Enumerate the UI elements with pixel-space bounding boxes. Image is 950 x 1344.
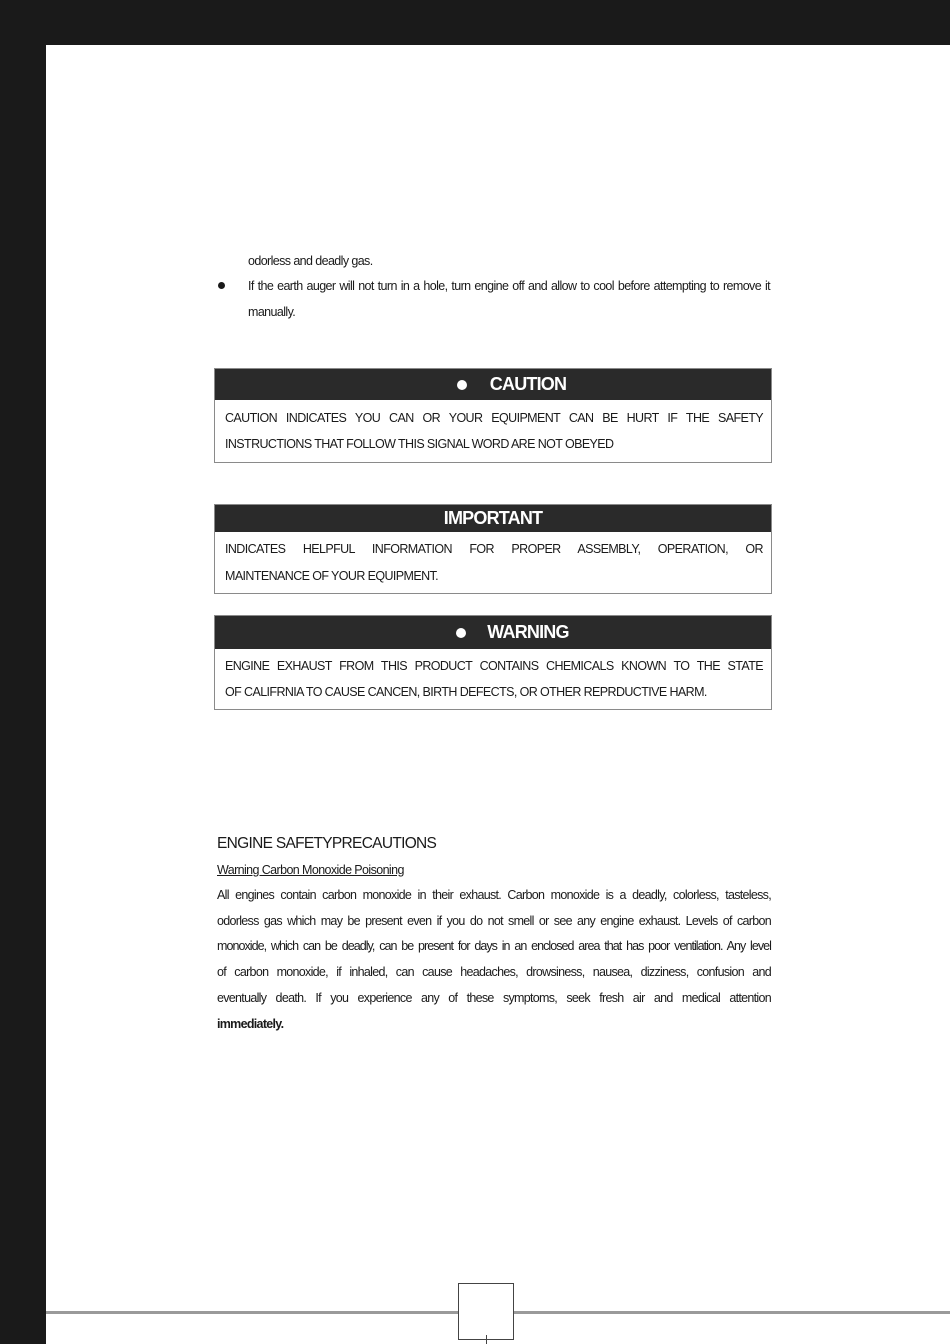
- important-line-2: MAINTENANCE OF YOUR EQUIPMENT.: [225, 569, 439, 583]
- warning-line-2: OF CALIFRNIA TO CAUSE CANCEN, BIRTH DEFECTS, OR OTHER REPRDUCTIVE HARM.: [225, 685, 707, 699]
- engine-safety-last-line: immediately.: [217, 1017, 284, 1031]
- manual-page: [46, 45, 950, 1344]
- important-title: IMPORTANT: [443, 508, 543, 528]
- caution-header: [215, 369, 771, 400]
- engine-safety-line: of carbon monoxide, if inhaled, can cause headaches, drowsiness, nausea, dizziness, confusion and: [217, 965, 771, 979]
- important-line-1: INDICATES HELPFUL INFORMATION FOR PROPER ASSEMBLY, OPERATION, OR: [225, 542, 763, 556]
- engine-safety-line: odorless gas which may be present even if you do not smell or see any engine exhaust. Levels of carbon: [217, 914, 771, 928]
- important-header: [215, 505, 771, 532]
- important-box: [214, 504, 772, 594]
- engine-safety-line: monoxide, which can be deadly, can be present for days in an enclosed area that has poor ventilation. Any level: [217, 939, 771, 953]
- engine-safety-line: All engines contain carbon monoxide in their exhaust. Carbon monoxide is a deadly, colorless, tasteless,: [217, 888, 771, 902]
- intro-line: odorless and deadly gas.: [248, 254, 373, 268]
- bullet-text-line2: manually.: [248, 305, 296, 319]
- bullet-dot-icon: [456, 628, 466, 638]
- page-number-tick: [486, 1335, 487, 1344]
- bullet-text-line1: If the earth auger will not turn in a hole, turn engine off and allow to cool before attempting to remove it: [248, 279, 770, 293]
- page-number-box: [458, 1283, 514, 1340]
- engine-safety-line: eventually death. If you experience any of these symptoms, seek fresh air and medical attention: [217, 991, 771, 1005]
- bullet-dot-icon: [218, 282, 225, 289]
- warning-box: [214, 615, 772, 710]
- warning-line-1: ENGINE EXHAUST FROM THIS PRODUCT CONTAINS CHEMICALS KNOWN TO THE STATE: [225, 659, 763, 673]
- caution-line-1: CAUTION INDICATES YOU CAN OR YOUR EQUIPMENT CAN BE HURT IF THE SAFETY: [225, 411, 763, 425]
- warning-header: [215, 616, 771, 649]
- engine-safety-subheading: Warning Carbon Monoxide Poisoning: [217, 863, 404, 877]
- warning-title: WARNING: [487, 622, 569, 642]
- caution-line-2: INSTRUCTIONS THAT FOLLOW THIS SIGNAL WORD ARE NOT OBEYED: [225, 437, 614, 451]
- caution-title: CAUTION: [489, 374, 567, 394]
- engine-safety-heading: ENGINE SAFETYPRECAUTIONS: [217, 835, 437, 852]
- bullet-dot-icon: [457, 380, 467, 390]
- caution-box: [214, 368, 772, 463]
